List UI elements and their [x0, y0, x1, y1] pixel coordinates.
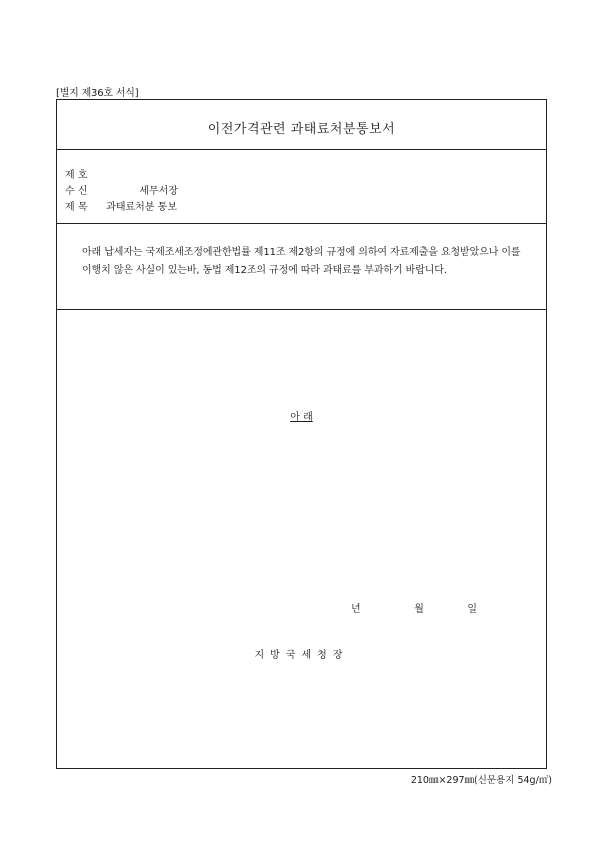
notice-form — [56, 99, 547, 769]
form-number-label: [별지 제36호 서식] — [56, 88, 139, 99]
paper-spec: 210㎜×297㎜(신문용지 54g/㎡) — [410, 775, 552, 786]
recipient-label: 수 신 — [65, 186, 88, 197]
details-section — [57, 310, 546, 768]
recipient-value: 세무서장 — [139, 186, 179, 197]
title-section — [57, 100, 546, 150]
subject-value: 과태료처분 통보 — [106, 202, 177, 213]
details-heading — [57, 408, 546, 423]
subject-label: 제 목 — [65, 202, 88, 213]
year-label: 년 — [351, 604, 361, 615]
recipient-row — [65, 182, 178, 197]
subject-row — [65, 198, 177, 213]
date-row — [351, 600, 477, 615]
document-number-row — [65, 166, 103, 181]
day-label: 일 — [467, 604, 478, 615]
details-heading-text: 아 래 — [290, 412, 313, 423]
month-label: 월 — [414, 604, 424, 615]
header-info-section — [57, 150, 546, 224]
issuer-signature: 지방국세청장 — [254, 650, 349, 661]
notice-body-text: 아래 납세자는 국제조세조정에관한법률 제11조 제2항의 규정에 의하여 자료제출을 요청받았으나 이를 이행치 않은 사실이 있는바, 동법 제12조의 규정에 따라 과태료를 부과하기 바랍니다. — [82, 247, 521, 276]
notice-body-section — [57, 224, 546, 310]
document-number-label: 제 호 — [65, 170, 88, 181]
form-title: 이전가격관련 과태료처분통보서 — [207, 122, 396, 137]
